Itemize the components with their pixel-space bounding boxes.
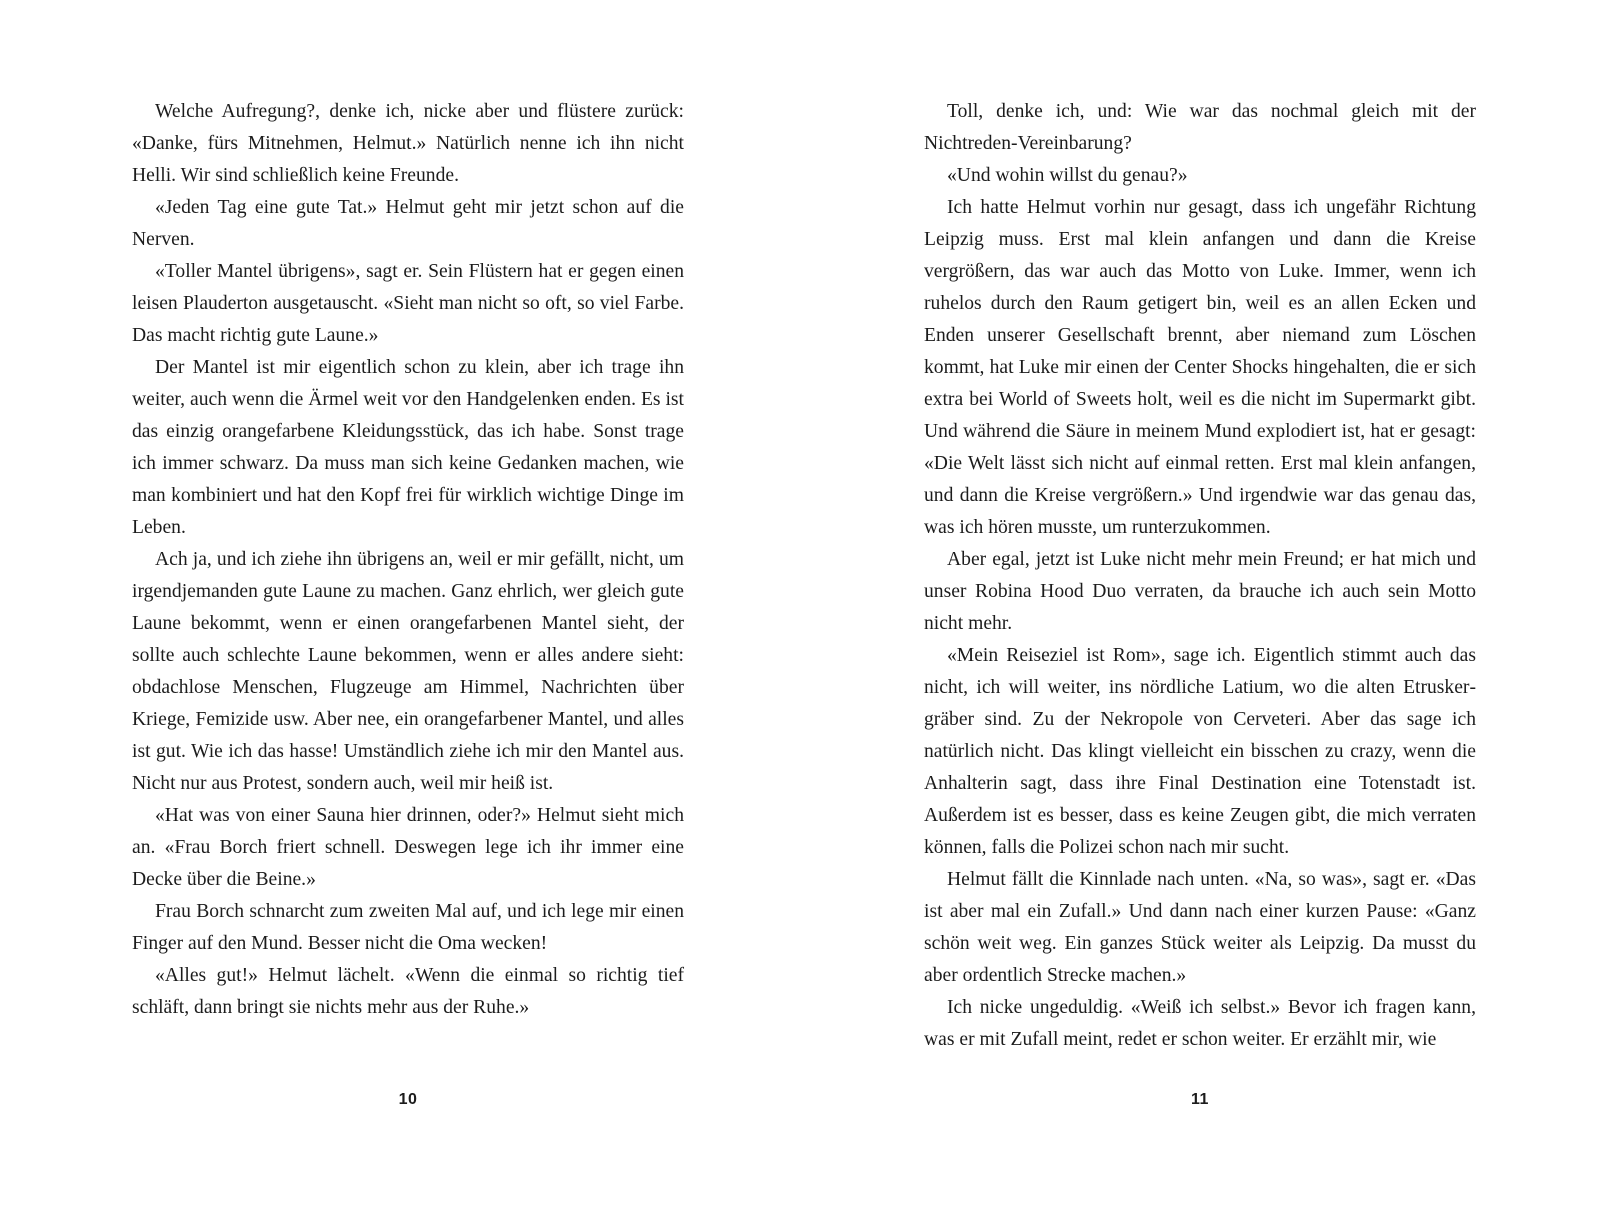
paragraph: «Jeden Tag eine gute Tat.» Helmut geht mir jetzt schon auf die Nerven. (132, 197, 684, 250)
paragraph: «Alles gut!» Helmut lächelt. «Wenn die einmal so richtig tief schläft, dann bringt sie nichts mehr aus der Ruhe.» (132, 965, 684, 1018)
left-page-text (132, 96, 684, 1024)
left-page (132, 96, 684, 1024)
paragraph: Frau Borch schnarcht zum zweiten Mal auf, und ich lege mir einen Finger auf den Mund. Besser nicht die Oma wecken! (132, 901, 684, 954)
paragraph: Toll, denke ich, und: Wie war das nochmal gleich mit der Nichtreden-Vereinbarung? (924, 101, 1476, 154)
right-page (924, 96, 1476, 1056)
paragraph: Welche Aufregung?, denke ich, nicke aber und flüstere zurück: «Danke, fürs Mitnehmen, Helmut.» Natürlich nenne ich ihn nicht Helli. Wir sind schließlich keine Freunde. (132, 101, 684, 186)
paragraph: Ich hatte Helmut vorhin nur gesagt, dass ich ungefähr Richtung Leipzig muss. Erst mal klein anfangen und dann die Kreise vergrößern, das war auch das Motto von Luke. Immer, wenn ich ruhelos durch den Raum getigert bin, weil es an allen Ecken und Enden unserer Gesellschaft brennt, aber niemand zum Löschen kommt, hat Luke mir einen der Center Shocks hingehalten, die er sich extra bei World of Sweets holt, weil es die nicht im Supermarkt gibt. Und während die Säure in meinem Mund explodiert ist, hat er gesagt: «Die Welt lässt sich nicht auf einmal retten. Erst mal klein anfangen, und dann die Kreise vergrößern.» Und irgendwie war das genau das, was ich hören musste, um runterzukommen. (924, 197, 1476, 538)
page-number-left: 10 (398, 1091, 418, 1108)
paragraph: Helmut fällt die Kinnlade nach unten. «Na, so was», sagt er. «Das ist aber mal ein Zufall.» Und dann nach einer kurzen Pause: «Ganz schön weit weg. Ein ganzes Stück weiter als Leipzig. Da musst du aber ordentlich Strecke machen.» (924, 869, 1476, 986)
paragraph: Der Mantel ist mir eigentlich schon zu klein, aber ich trage ihn weiter, auch wenn die Ärmel weit vor den Handgelenken enden. Es ist das einzig orangefarbene Kleidungsstück, das ich habe. Sonst trage ich immer schwarz. Da muss man sich keine Gedanken machen, wie man kombiniert und hat den Kopf frei für wirklich wichtige Dinge im Leben. (132, 357, 684, 538)
paragraph: «Und wohin willst du genau?» (947, 165, 1188, 186)
paragraph: «Hat was von einer Sauna hier drinnen, oder?» Helmut sieht mich an. «Frau Borch friert schnell. Deswegen lege ich ihr immer eine Decke über die Beine.» (132, 805, 684, 890)
paragraph: «Mein Reiseziel ist Rom», sage ich. Eigentlich stimmt auch das nicht, ich will weiter, ins nördliche Latium, wo die alten Etruskergräber sind. Zu der Nekropole von Cerveteri. Aber das sage ich natürlich nicht. Das klingt vielleicht ein bisschen zu crazy, wenn die Anhalterin sagt, dass ihre Final Destination eine Totenstadt ist. Außerdem ist es besser, dass es keine Zeugen gibt, die mich verraten können, falls die Polizei schon nach mir sucht. (924, 645, 1476, 858)
page-number-right: 11 (1191, 1091, 1209, 1108)
paragraph: Aber egal, jetzt ist Luke nicht mehr mein Freund; er hat mich und unser Robina Hood Duo verraten, da brauche ich auch sein Motto nicht mehr. (924, 549, 1476, 634)
paragraph: «Toller Mantel übrigens», sagt er. Sein Flüstern hat er gegen einen leisen Plauderton ausgetauscht. «Sieht man nicht so oft, so viel Farbe. Das macht richtig gute Laune.» (132, 261, 684, 346)
paragraph: Ich nicke ungeduldig. «Weiß ich selbst.» Bevor ich fragen kann, was er mit Zufall meint, redet er schon weiter. Er erzählt mir, wie (924, 997, 1476, 1050)
paragraph: Ach ja, und ich ziehe ihn übrigens an, weil er mir gefällt, nicht, um irgendjemanden gute Laune zu machen. Ganz ehrlich, wer gleich gute Laune bekommt, wenn er einen orangefarbenen Mantel sieht, der sollte auch schlechte Laune bekommen, wenn er alles andere sieht: obdachlose Menschen, Flugzeuge am Himmel, Nachrichten über Kriege, Femizide usw. Aber nee, ein orangefarbener Mantel, und alles ist gut. Wie ich das hasse! Umständlich ziehe ich mir den Mantel aus. Nicht nur aus Protest, sondern auch, weil mir heiß ist. (132, 549, 684, 794)
right-page-text (924, 96, 1476, 1056)
